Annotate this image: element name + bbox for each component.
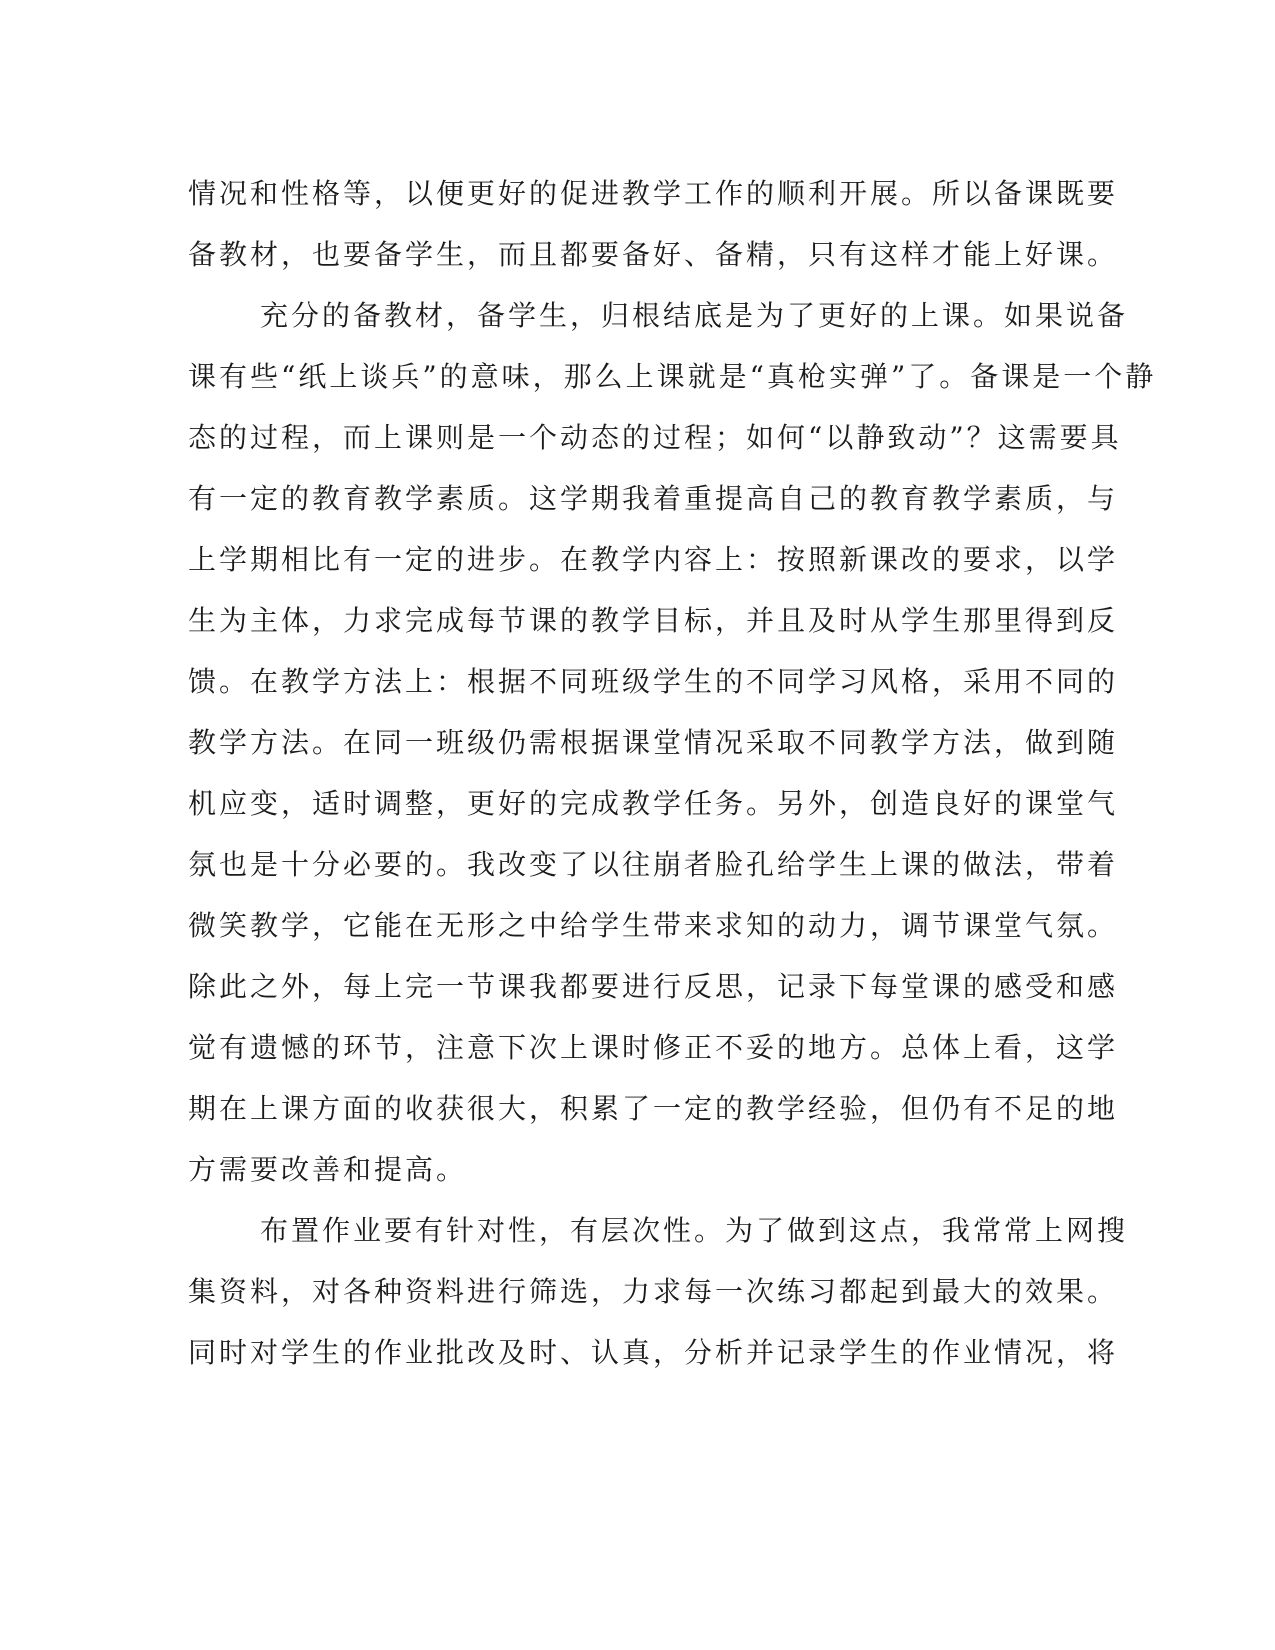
text-line: 上学期相比有一定的进步。在教学内容上：按照新课改的要求，以学 <box>188 543 1119 576</box>
text-line: 课有些“纸上谈兵”的意味，那么上课就是“真枪实弹”了。备课是一个静 <box>188 360 1157 393</box>
text-line: 集资料，对各种资料进行筛选，力求每一次练习都起到最大的效果。 <box>188 1275 1119 1308</box>
text-line: 态的过程，而上课则是一个动态的过程；如何“以静致动”？这需要具 <box>188 421 1122 454</box>
text-line: 期在上课方面的收获很大，积累了一定的教学经验，但仍有不足的地 <box>188 1092 1119 1125</box>
text-line: 除此之外，每上完一节课我都要进行反思，记录下每堂课的感受和感 <box>188 970 1119 1003</box>
text-line: 氛也是十分必要的。我改变了以往崩者脸孔给学生上课的做法，带着 <box>188 848 1119 881</box>
text-line: 觉有遗憾的环节，注意下次上课时修正不妥的地方。总体上看，这学 <box>188 1031 1119 1064</box>
text-line: 教学方法。在同一班级仍需根据课堂情况采取不同教学方法，做到随 <box>188 726 1119 759</box>
document-body <box>188 163 1157 1383</box>
paragraph-3 <box>188 1200 1129 1383</box>
text-line: 有一定的教育教学素质。这学期我着重提高自己的教育教学素质，与 <box>188 482 1119 515</box>
text-line: 生为主体，力求完成每节课的教学目标，并且及时从学生那里得到反 <box>188 604 1119 637</box>
text-line: 情况和性格等，以便更好的促进教学工作的顺利开展。所以备课既要 <box>188 177 1119 210</box>
text-line: 布置作业要有针对性，有层次性。为了做到这点，我常常上网搜 <box>260 1214 1129 1247</box>
text-line: 备教材，也要备学生，而且都要备好、备精，只有这样才能上好课。 <box>188 238 1119 271</box>
text-line: 同时对学生的作业批改及时、认真，分析并记录学生的作业情况，将 <box>188 1336 1119 1369</box>
paragraph-1 <box>188 163 1119 285</box>
text-line: 馈。在教学方法上：根据不同班级学生的不同学习风格，采用不同的 <box>188 665 1119 698</box>
text-line: 充分的备教材，备学生，归根结底是为了更好的上课。如果说备 <box>260 299 1129 332</box>
text-line: 微笑教学，它能在无形之中给学生带来求知的动力，调节课堂气氛。 <box>188 909 1119 942</box>
text-line: 机应变，适时调整，更好的完成教学任务。另外，创造良好的课堂气 <box>188 787 1119 820</box>
paragraph-2 <box>188 285 1157 1200</box>
text-line: 方需要改善和提高。 <box>188 1153 468 1186</box>
